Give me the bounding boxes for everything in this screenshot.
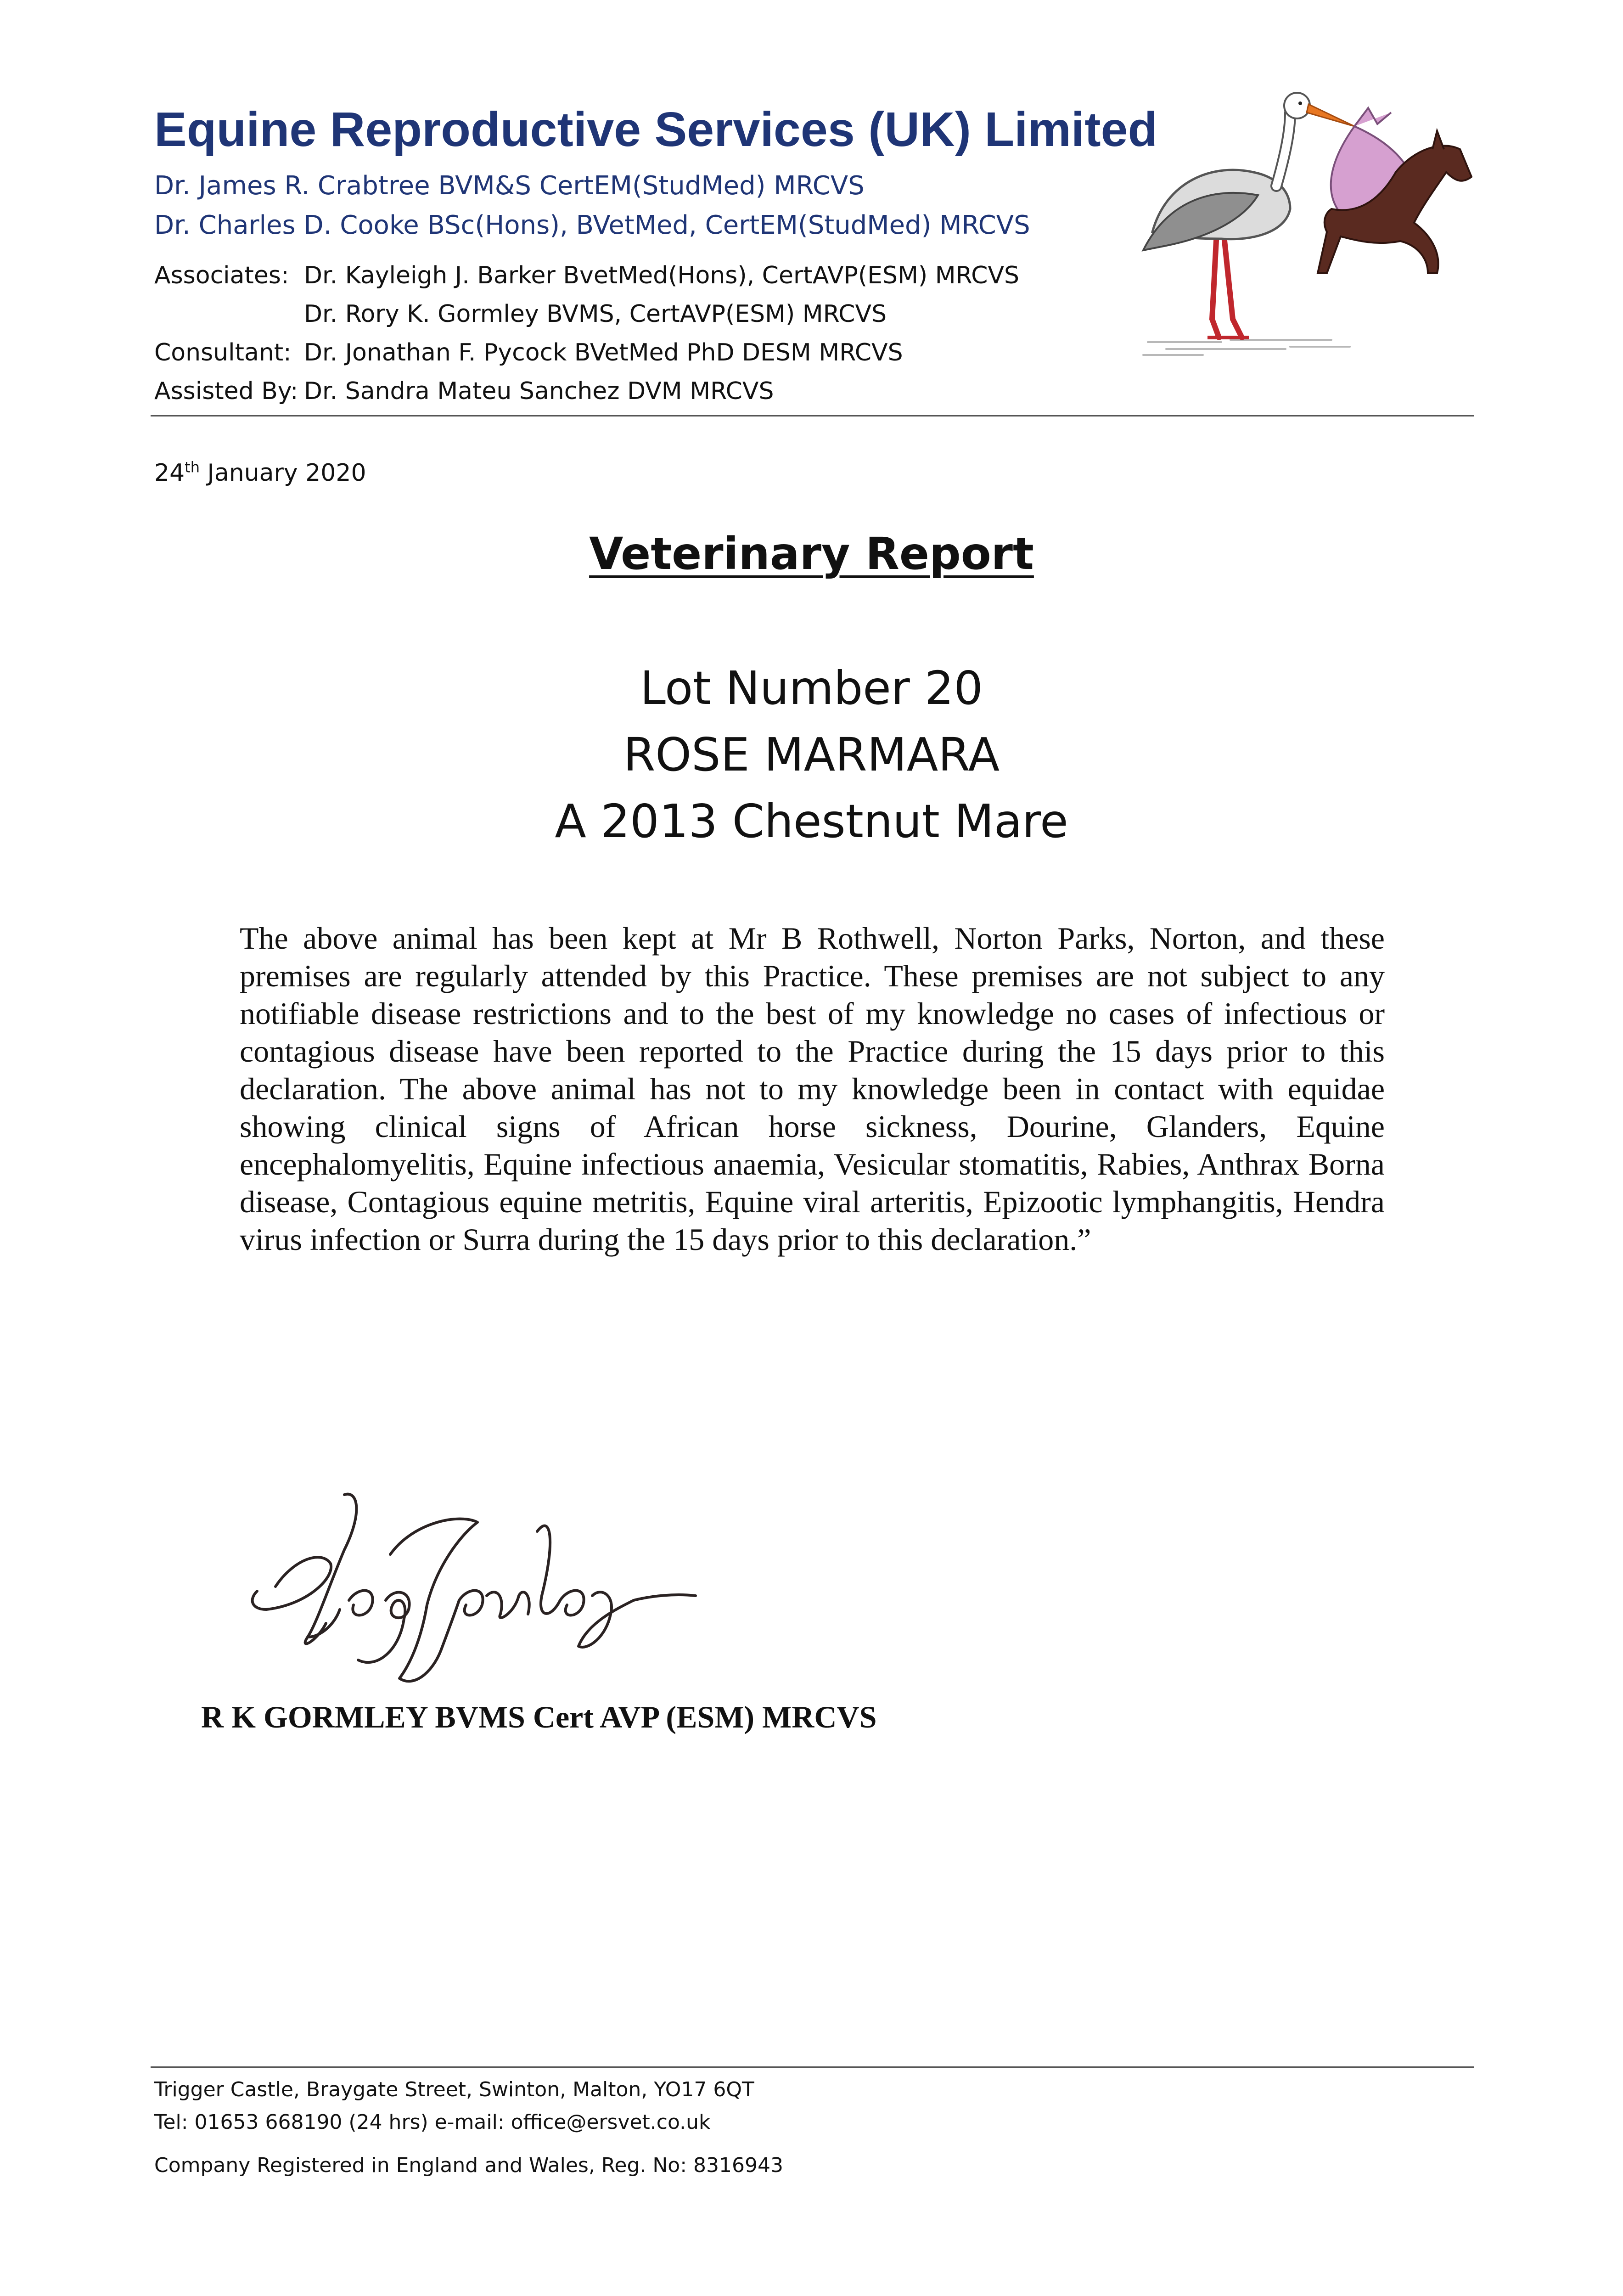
footer-divider (151, 2066, 1474, 2068)
report-title: Veterinary Report (589, 528, 1034, 580)
consultant-label: Consultant: (154, 339, 292, 366)
assisted-by-label: Assisted By: (154, 377, 298, 405)
lot-number: Lot Number 20 (640, 661, 983, 715)
director-1: Dr. James R. Crabtree BVM&S CertEM(StudMed) MRCVS (154, 171, 865, 201)
header-divider (151, 415, 1474, 416)
footer-address: Trigger Castle, Braygate Street, Swinton, Malton, YO17 6QT (154, 2078, 754, 2101)
company-name: Equine Reproductive Services (UK) Limited (154, 102, 1158, 157)
footer-registration: Company Registered in England and Wales, Reg. No: 8316943 (154, 2154, 783, 2177)
horse-description: A 2013 Chestnut Mare (555, 794, 1068, 848)
signatory-name: R K GORMLEY BVMS Cert AVP (ESM) MRCVS (201, 1699, 877, 1734)
consultant: Dr. Jonathan F. Pycock BVetMed PhD DESM MRCVS (304, 339, 903, 366)
footer-contact: Tel: 01653 668190 (24 hrs) e-mail: office@ersvet.co.uk (154, 2110, 711, 2134)
handwritten-signature (239, 1486, 702, 1701)
declaration-text: The above animal has been kept at Mr B Rothwell, Norton Parks, Norton, and these premises are regularly attended by this Practice. These premises are not subject to any notifiable disease restrictions and to the best of my knowledge no cases of infectious or contagious disease have been reported to the Practice during the 15 days prior to this declaration. The above animal has not to my knowledge been in contact with equidae showing clinical signs of African horse sickness, Dourine, Glanders, Equine encephalomyelitis, Equine infectious anaemia, Vesicular stomatitis, Rabies, Anthrax Borna disease, Contagious equine metritis, Equine viral arteritis, Epizootic lymphangitis, Hendra virus infection or Surra during the 15 days prior to this declaration.” (240, 921, 1385, 1257)
associate-1: Dr. Kayleigh J. Barker BvetMed(Hons), CertAVP(ESM) MRCVS (304, 262, 1020, 289)
assisted-by: Dr. Sandra Mateu Sanchez DVM MRCVS (304, 377, 774, 405)
director-2: Dr. Charles D. Cooke BSc(Hons), BVetMed, CertEM(StudMed) MRCVS (154, 210, 1030, 240)
stork-carrying-foal-logo-icon (1139, 80, 1478, 356)
associate-2: Dr. Rory K. Gormley BVMS, CertAVP(ESM) MRCVS (304, 300, 887, 328)
associates-label: Associates: (154, 262, 289, 289)
horse-name: ROSE MARMARA (623, 728, 1000, 782)
report-date: 24th January 2020 (154, 458, 366, 487)
